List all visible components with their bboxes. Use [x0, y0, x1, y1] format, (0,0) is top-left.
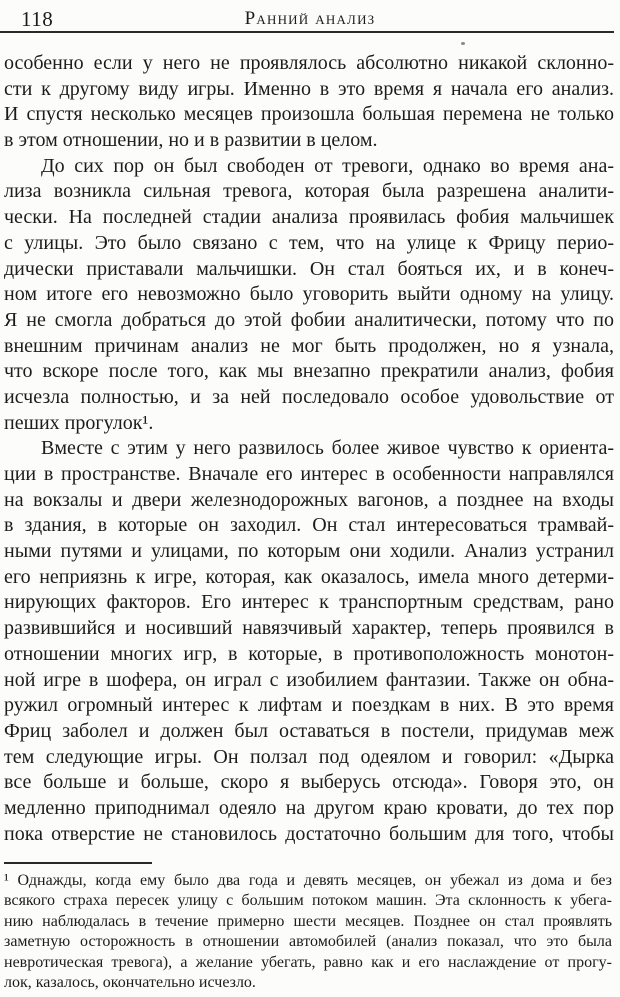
text-line: его неприязнь к игре, которая, как оказалось, имела много детерми-: [4, 565, 614, 588]
text-line: тем следующие игры. Он ползал под одеялом и говорил: «Дырка: [4, 745, 614, 768]
text-line: развившийся и носивший навязчивый характер, теперь проявился в: [4, 617, 614, 640]
body-text: [4, 51, 614, 847]
footnote-line: всякого страха пересек улицу с большим потоком машин. Эта склонность к убега-: [4, 892, 612, 910]
text-line: особенно если у него не проявлялось абсолютно никакой склонно-: [4, 52, 614, 74]
text-line: внешним причинам анализ не мог быть продолжен, но я узнала,: [4, 334, 614, 357]
text-line: дически приставали мальчишки. Он стал бояться их, и в конеч-: [4, 257, 614, 280]
footnote-text: [4, 871, 612, 993]
text-line: До сих пор он был свободен от тревоги, однако во время ана-: [41, 154, 614, 177]
scan-speck: [461, 42, 465, 45]
footnote: [4, 862, 612, 993]
text-line: что вскоре после того, как мы внезапно прекратили анализ, фобия: [4, 360, 614, 383]
text-line: все больше и больше, скоро я выберусь отсюда». Говоря это, он: [4, 771, 614, 794]
footnote-line: лок, казалось, окончательно исчезло.: [4, 973, 256, 991]
text-line: ными путями и улицами, по которым они ходили. Анализ устранил: [4, 540, 614, 563]
text-line: сти к другому виду игры. Именно в это время я начала его анализ.: [4, 77, 614, 100]
text-line: Вместе с этим у него развилось более живое чувство к ориента-: [41, 437, 614, 460]
text-line: в этом отношении, но и в развитии в целом.: [4, 129, 378, 152]
text-line: медленно приподнимал одеяло на другом краю кровати, до тех пор: [4, 796, 614, 819]
text-line: ружил огромный интерес к лифтам и поездкам в них. В это время: [4, 694, 614, 717]
page-header: [0, 0, 620, 31]
text-line: исчезла полностью, и за ней последовало особое удовольствие от: [4, 385, 614, 408]
text-line: пеших прогулок¹.: [4, 411, 154, 434]
text-line: отношении многих игр, в которые, в противоположность монотон-: [4, 642, 614, 665]
text-line: ной игре в шофера, он играл с изобилием фантазии. Также он обна-: [4, 668, 614, 691]
text-line: нирующих факторов. Его интерес к транспортным средствам, рано: [4, 591, 614, 614]
text-line: пока отверстие не становилось достаточно большим для того, чтобы: [4, 822, 614, 845]
text-line: с улицы. Это было связано с тем, что на улице к Фрицу перио-: [4, 231, 614, 254]
text-line: на вокзалы и двери железнодорожных вагонов, а позднее на входы: [4, 488, 614, 511]
text-line: И спустя несколько месяцев произошла большая перемена не только: [4, 103, 614, 126]
running-title: Ранний анализ: [244, 8, 376, 29]
footnote-rule: [4, 862, 152, 864]
page-number: 118: [21, 7, 54, 31]
footnote-line: заметную осторожность в отношении автомобилей (анализ показал, что это была: [4, 933, 612, 951]
footnote-line: нию наблюдалась в течение примерно шести месяцев. Позднее он стал проявлять: [4, 912, 612, 930]
text-line: Я не смогла добраться до этой фобии аналитически, потому что по: [4, 308, 614, 331]
text-line: ном итоге его невозможно было уговорить выйти одному на улицу.: [4, 283, 614, 306]
footnote-line: невротическая тревога), а желание убегать, равно как и его наслаждение от прогу-: [4, 953, 612, 971]
text-line: лиза возникла сильная тревога, которая была разрешена аналити-: [4, 180, 614, 203]
text-line: чески. На последней стадии анализа проявилась фобия мальчишек: [4, 206, 614, 229]
text-line: ции в пространстве. Вначале его интерес в особенности направлялся: [4, 463, 614, 485]
text-line: в здания, в которые он заходил. Он стал интересоваться трамвай-: [4, 514, 614, 537]
header-rule: [0, 31, 614, 33]
text-line: Фриц заболел и должен был оставаться в постели, придумав меж: [4, 719, 614, 742]
footnote-line: ¹ Однажды, когда ему было два года и девять месяцев, он убежал из дома и без: [4, 872, 612, 889]
